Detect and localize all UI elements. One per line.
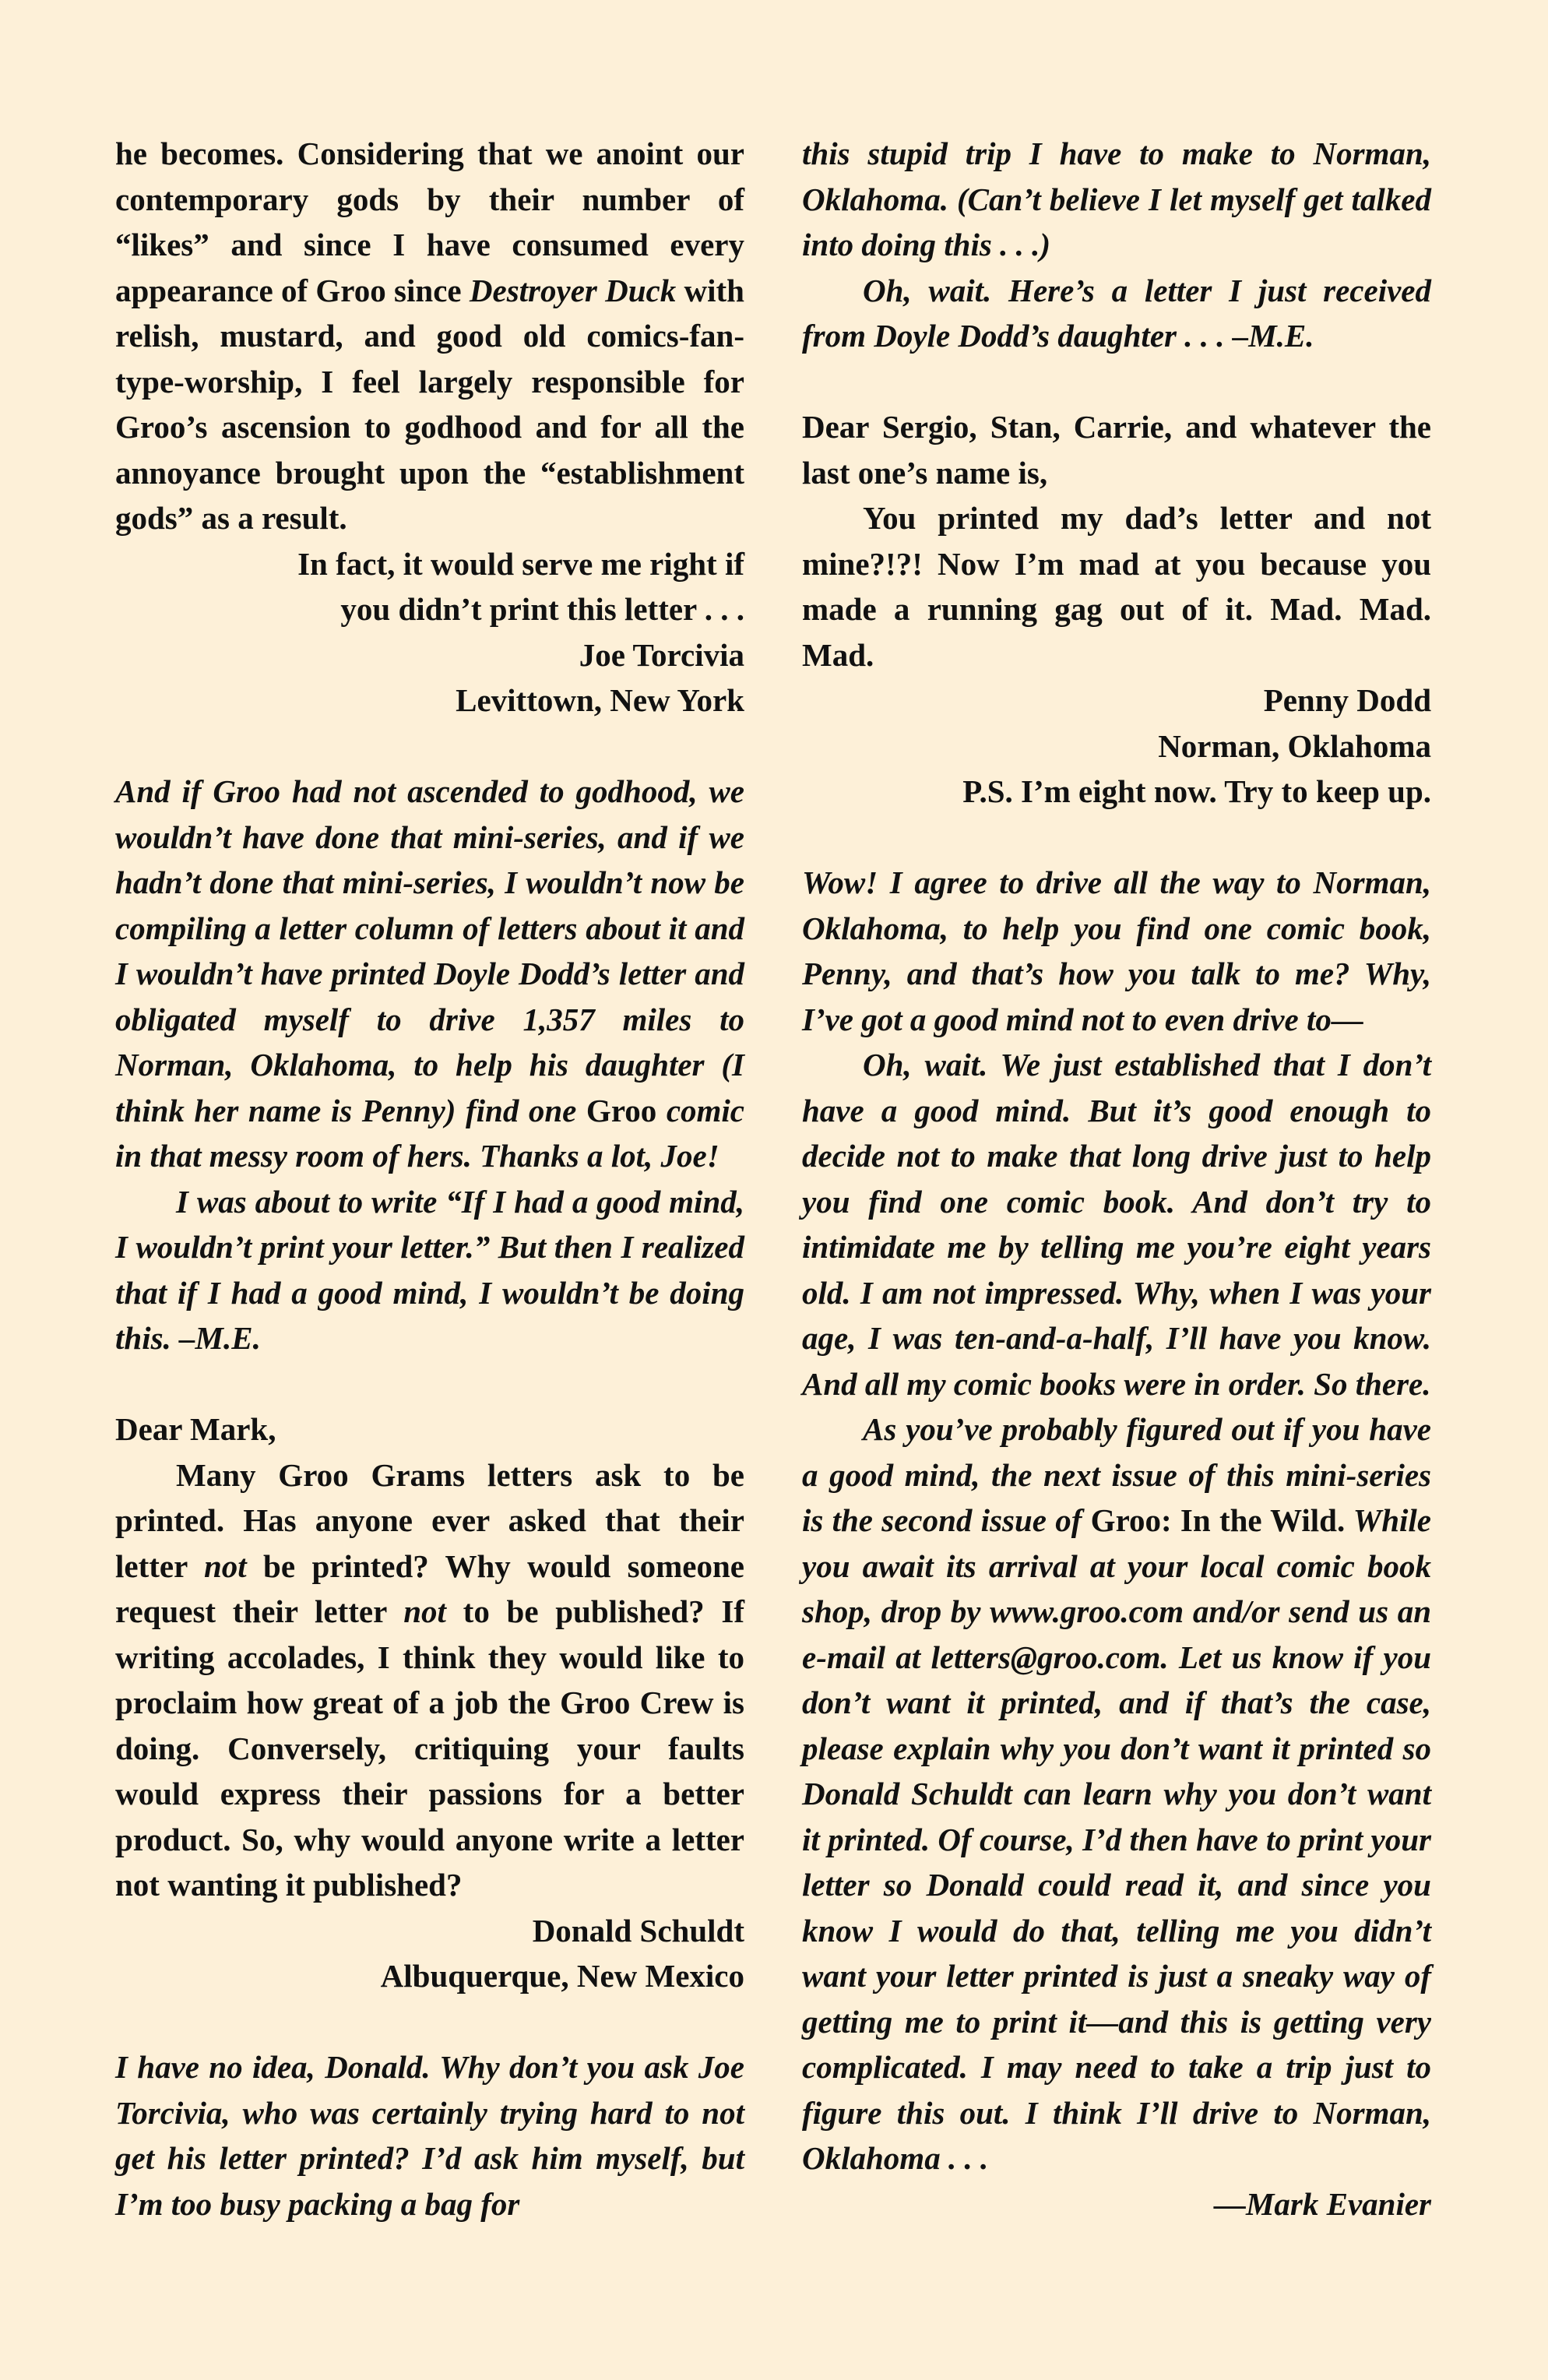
letter1-closing-line1: In fact, it would serve me right if: [297, 545, 744, 582]
reply2-end-para2: Oh, wait. Here’s a letter I just received from Doyle Dodd’s daughter . . . –M.E.: [802, 272, 1431, 354]
left-column: [115, 131, 744, 2227]
reply3-para1: Wow! I agree to drive all the way to Norman, Oklahoma, to help you find one comic book, Penny, and that’s how you talk to me? Why, I’ve got a good mind not to even drive to—: [802, 864, 1431, 1037]
letter1-title-ref: Destroyer Duck: [469, 272, 677, 308]
reply1-para2: I was about to write “If I had a good mind, I wouldn’t print your letter.” But then I realized that if I had a good mind, I wouldn’t be doing this. –M.E.: [115, 1183, 744, 1356]
reply1-title-ref: Groo: [586, 1092, 657, 1128]
reply2-start: I have no idea, Donald. Why don’t you ask Joe Torcivia, who was certainly trying hard to not get his letter printed? I’d ask him myself, but I’m too busy packing a bag for: [115, 2049, 744, 2222]
reply3-signature: —Mark Evanier: [1213, 2185, 1431, 2222]
reply3-para3: As you’ve probably figured out if you have a good mind, the next issue of this mini-series is the second issue of Groo: In the Wild. While you await its arrival at your local comic book shop, drop by www.groo.com and/or send us an e-mail at letters@groo.com. Let us know if you don’t want it printed, and if that’s the case, please explain why you don’t want it printed so Donald Schuldt can learn why you don’t want it printed. Of course, I’d then have to print your letter so Donald could read it, and since you know I would do that, telling me you didn’t want your letter printed is just a sneaky way of getting me to print it—and this is getting very complicated. I may need to take a trip just to figure this out. I think I’ll drive to Norman, Oklahoma . . .: [802, 1411, 1431, 2176]
letter3-postscript: P.S. I’m eight now. Try to keep up.: [962, 773, 1431, 809]
letter3-signer-name: Penny Dodd: [1263, 682, 1431, 718]
letter1-closing-line2: you didn’t print this letter . . .: [340, 591, 744, 627]
letter1-signer-name: Joe Torcivia: [579, 636, 744, 673]
spacer: [802, 359, 1431, 405]
spacer: [802, 815, 1431, 861]
reply1-para1: And if Groo had not ascended to godhood, we wouldn’t have done that mini-series, and if we hadn’t done that mini-series, I wouldn’t now be compiling a letter column of letters about it and I wouldn’t have printed Doyle Dodd’s letter and obligated myself to drive 1,357 miles to Norman, Oklahoma, to help his daughter (I think her name is Penny) find one Groo comic in that messy room of hers. Thanks a lot, Joe!: [115, 773, 744, 1174]
reply2-end: this stupid trip I have to make to Norman, Oklahoma. (Can’t believe I let myself get talked into doing this . . .): [802, 136, 1431, 262]
letter3-salutation: Dear Sergio, Stan, Carrie, and whatever the last one’s name is,: [802, 409, 1431, 491]
letter3-signer-location: Norman, Oklahoma: [1158, 727, 1431, 764]
spacer: [115, 724, 744, 769]
letter2-signer-location: Albuquerque, New Mexico: [380, 1958, 744, 1994]
letter2-salutation: Dear Mark,: [115, 1411, 276, 1447]
letter1-signer-location: Levittown, New York: [456, 682, 744, 718]
letter3-body: You printed my dad’s letter and not mine?!?! Now I’m mad at you because you made a running gag out of it. Mad. Mad. Mad.: [802, 500, 1431, 673]
letter2-body: Many Groo Grams letters ask to be printed. Has anyone ever asked that their letter not be printed? Why would someone request their letter not to be published? If writing accolades, I think they would like to proclaim how great of a job the Groo Crew is doing. Conversely, critiquing your faults would express their passions for a better product. So, why would anyone write a letter not wanting it published?: [115, 1456, 744, 1903]
right-column: [802, 131, 1431, 2227]
reply3-para2: Oh, wait. We just established that I don’t have a good mind. But it’s good enough to decide not to make that long drive just to help you find one comic book. And don’t try to intimidate me by telling me you’re eight years old. I am not impressed. Why, when I was your age, I was ten-and-a-half, I’ll have you know. And all my comic books were in order. So there.: [802, 1047, 1431, 1402]
spacer: [115, 1361, 744, 1407]
letter2-signer-name: Donald Schuldt: [532, 1912, 744, 1949]
spacer: [115, 1999, 744, 2045]
letter1-body: he becomes. Considering that we anoint our contemporary gods by their number of “likes” and since I have consumed every appearance of Groo since Destroyer Duck with relish, mustard, and good old comics-fan-type-worship, I feel largely responsible for Groo’s ascension to godhood and for all the annoyance brought upon the “establishment gods” as a result.: [115, 136, 744, 536]
reply3-title-ref: Groo: In the Wild.: [1090, 1502, 1346, 1538]
